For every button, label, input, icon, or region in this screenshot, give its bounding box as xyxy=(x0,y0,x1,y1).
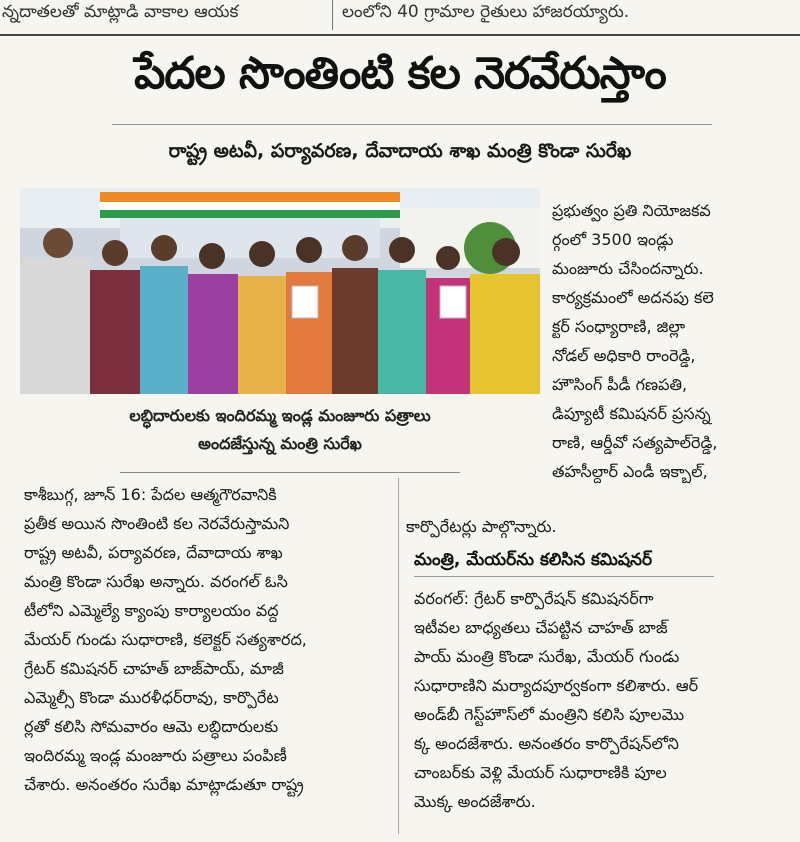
text-line: అండ్‌బీ గెస్ట్‌హౌస్‌లో మంత్రిని కలిసి పూలమొ xyxy=(414,705,685,724)
subhead-rule xyxy=(112,124,712,125)
text-line: క్టర్ సంధ్యారాణి, జిల్లా xyxy=(552,317,686,336)
text-line: ఎమ్మెల్సీ కొండా మురళీధర్‌రావు, కార్పొరేట xyxy=(24,688,279,707)
text-line: హౌసింగ్ పీడీ గణపతి, xyxy=(552,375,688,394)
right-column-text xyxy=(552,196,788,486)
caption-rule xyxy=(120,472,460,473)
text-line: ప్రభుత్వం ప్రతి నియోజకవ xyxy=(552,201,711,220)
text-line: కార్పొరేటర్లు పాల్గొన్నారు. xyxy=(406,517,557,536)
photo-caption xyxy=(20,402,540,458)
previous-story-tail-right: లంలోని 40 గ్రామాల రైతులు హాజరయ్యారు. xyxy=(342,2,630,22)
column-divider xyxy=(332,0,333,30)
text-line: టీలోని ఎమ్మెల్యే క్యాంపు కార్యాలయం వద్ద xyxy=(24,601,279,620)
text-line: రాష్ట్ర అటవీ, పర్యావరణ, దేవాదాయ శాఖ xyxy=(24,543,283,562)
text-line: క్క అందజేశారు. అనంతరం కార్పొరేషన్‌లోని xyxy=(414,734,679,753)
right-column-tail xyxy=(406,512,794,541)
text-line: సుధారాణిని మర్యాదపూర్వకంగా కలిశారు. ఆర్ xyxy=(414,676,699,695)
text-line: పాయ్ మంత్రి కొండా సురేఖ, మేయర్ గుండు xyxy=(414,647,680,666)
previous-story-tail-left: న్నదాతలతో మాట్లాడి వాకాల ఆయక xyxy=(2,2,239,22)
left-column-text xyxy=(24,480,394,799)
headline: పేదల సొంతింటి కల నెరవేరుస్తాం xyxy=(134,48,666,99)
top-rule xyxy=(0,34,800,36)
photo-caption-line: లబ్ధిదారులకు ఇందిరమ్మ ఇండ్ల మంజూరు పత్రాలు xyxy=(129,406,431,425)
text-line: గ్రేటర్ కమిషనర్ చాహత్ బాజ్‌పాయ్, మాజీ xyxy=(24,659,284,678)
text-line: డిప్యూటీ కమిషనర్ ప్రసన్న xyxy=(552,404,711,423)
text-line: మేయర్ గుండు సుధారాణి, కలెక్టర్ సత్యశారద, xyxy=(24,630,307,649)
text-line: ఇందిరమ్మ ఇండ్ల మంజూరు పత్రాలు పంపిణీ xyxy=(24,746,287,765)
text-line: ప్రతీక అయిన సొంతింటి కల నెరవేరుస్తామని xyxy=(24,514,290,533)
text-line: మంజూరు చేసిందన్నారు. xyxy=(552,259,704,278)
news-photo-illustration xyxy=(20,188,540,394)
column-divider xyxy=(398,478,399,834)
text-line: ఇటీవల బాధ్యతలు చేపట్టిన చాహత్ బాజ్ xyxy=(414,618,668,637)
text-line: మంత్రి కొండా సురేఖ అన్నారు. వరంగల్ ఓసి xyxy=(24,572,288,591)
text-line: కాశీబుగ్గ, జూన్ 16: పేదల ఆత్మగౌరవానికి xyxy=(24,485,277,504)
text-line: రాణి, ఆర్డీవో సత్యపాల్‌రెడ్డి, xyxy=(552,433,718,452)
top-strip xyxy=(0,0,800,34)
text-line: చాంబర్‌కు వెళ్లి మేయర్ సుధారాణికి పూల xyxy=(414,763,667,782)
text-line: చేశారు. అనంతరం సురేఖ మాట్లాడుతూ రాష్ట్ర xyxy=(24,775,304,794)
text-line: వరంగల్: గ్రేటర్ కార్పొరేషన్ కమిషనర్‌గా xyxy=(414,589,654,608)
photo-caption-line: అందజేస్తున్న మంత్రి సురేఖ xyxy=(198,434,362,453)
text-line: ర్గంలో 3500 ఇండ్లు xyxy=(552,230,674,249)
second-story-title: మంత్రి, మేయర్‌ను కలిసిన కమిషనర్ xyxy=(414,550,653,570)
text-line: తహసీల్దార్ ఎండీ ఇక్బాల్, xyxy=(552,462,708,481)
news-photo xyxy=(20,188,540,394)
second-story-text xyxy=(414,584,792,816)
subheadline: రాష్ట్ర అటవీ, పర్యావరణ, దేవాదాయ శాఖ మంత్రి కొండా సురేఖ xyxy=(168,140,632,162)
text-line: ర్లతో కలిసి సోమవారం ఆమె లబ్ధిదారులకు xyxy=(24,717,279,736)
text-line: కార్యక్రమంలో అదనపు కలె xyxy=(552,288,714,307)
text-line: నోడల్ అధికారి రాంరెడ్డి, xyxy=(552,346,696,365)
second-story-rule xyxy=(414,576,714,577)
text-line: మొక్క అందజేశారు. xyxy=(414,792,536,811)
